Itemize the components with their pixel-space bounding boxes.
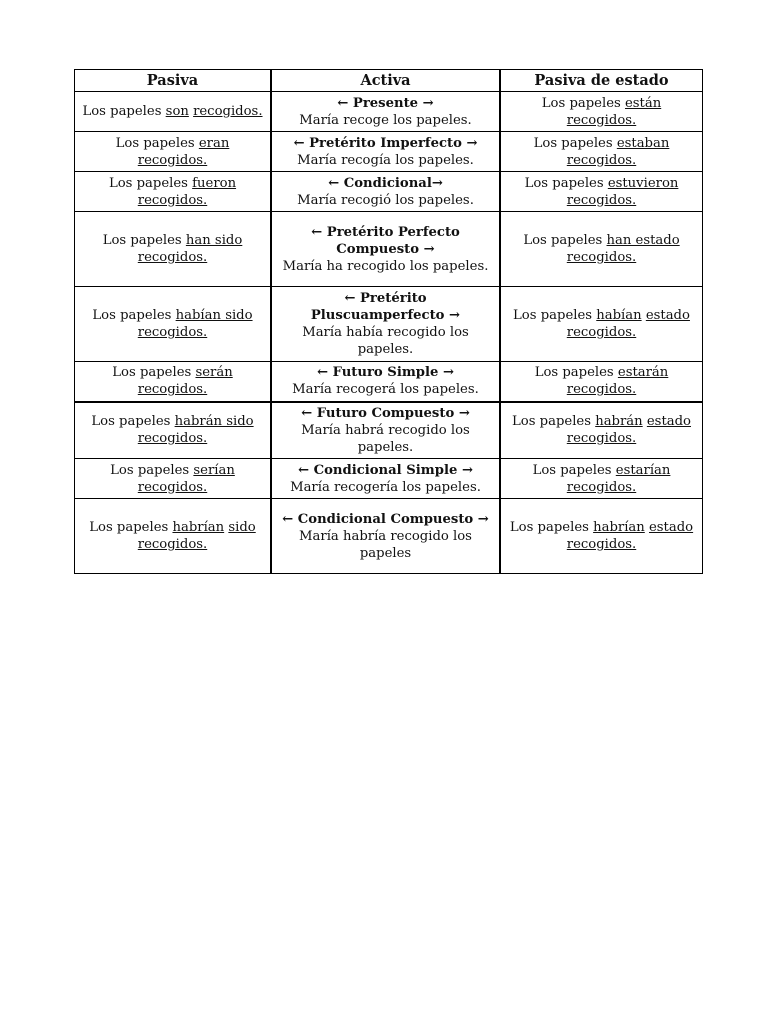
subject-text: Los papeles xyxy=(524,175,608,191)
active-sentence: María recogía los papeles. xyxy=(297,152,474,168)
cell-activa xyxy=(271,212,500,287)
verb-underlined: están xyxy=(624,95,662,111)
cell-pasiva xyxy=(75,402,272,459)
verb-underlined: estarían xyxy=(615,462,671,478)
table-row xyxy=(75,499,703,574)
tense-name: ← Condicional Simple → xyxy=(297,462,474,478)
subject-text: Los papeles xyxy=(509,520,594,535)
verb-underlined: serían xyxy=(193,462,235,478)
active-sentence: María habría recogido los papeles xyxy=(299,528,472,561)
verb-underlined: son xyxy=(165,104,189,119)
table-row xyxy=(75,402,703,459)
subject-text: Los papeles xyxy=(523,233,607,248)
header-activa: Activa xyxy=(271,70,500,92)
subject-text: Los papeles xyxy=(513,308,597,323)
cell-pasiva xyxy=(75,362,272,402)
cell-pasiva xyxy=(75,172,272,212)
active-sentence: María recoge los papeles. xyxy=(299,112,472,128)
tense-name: ← Pretérito Pluscuamperfecto → xyxy=(310,291,461,323)
participle-underlined: recogidos. xyxy=(566,152,637,168)
verb-underlined: han sido xyxy=(185,233,243,248)
subject-text: Los papeles xyxy=(112,365,196,381)
cell-activa xyxy=(271,499,500,574)
active-sentence: María había recogido los papeles. xyxy=(302,325,469,357)
tense-name: ← Futuro Compuesto → xyxy=(301,405,470,421)
participle-underlined: recogidos. xyxy=(137,479,208,495)
cell-pasiva-estado xyxy=(500,132,703,172)
verb-underlined: han estado xyxy=(606,233,680,248)
verb-underlined: serán xyxy=(195,365,233,381)
subject-text: Los papeles xyxy=(532,462,616,478)
participle-underlined: recogidos. xyxy=(566,112,637,128)
verb-underlined: estarán xyxy=(617,365,669,381)
table-row xyxy=(75,362,703,402)
header-pasiva-estado: Pasiva de estado xyxy=(500,70,703,92)
cell-pasiva-estado xyxy=(500,459,703,499)
subject-text: Los papeles xyxy=(82,104,166,119)
tense-name: ← Presente → xyxy=(337,95,434,111)
cell-pasiva-estado xyxy=(500,92,703,132)
participle-underlined: estado recogidos. xyxy=(566,414,691,447)
table-row xyxy=(75,212,703,287)
participle-underlined: recogidos. xyxy=(137,382,208,398)
verb-underlined: habían sido xyxy=(175,308,253,323)
participle-underlined: recogidos. xyxy=(566,479,637,495)
participle-underlined: estado recogidos. xyxy=(566,520,694,552)
cell-pasiva-estado xyxy=(500,172,703,212)
cell-activa xyxy=(271,402,500,459)
participle-underlined: recogidos. xyxy=(566,192,637,208)
tense-name: ← Futuro Simple → xyxy=(316,365,455,381)
cell-activa xyxy=(271,459,500,499)
table-row xyxy=(75,132,703,172)
cell-activa xyxy=(271,172,500,212)
cell-pasiva-estado xyxy=(500,212,703,287)
tense-name: ← Condicional Compuesto → xyxy=(282,511,489,527)
participle-underlined: recogidos. xyxy=(193,104,263,119)
verb-underlined: habían xyxy=(596,308,642,323)
tense-name: ← Condicional→ xyxy=(328,175,443,191)
subject-text: Los papeles xyxy=(534,365,618,381)
cell-pasiva xyxy=(75,132,272,172)
table-row xyxy=(75,92,703,132)
cell-pasiva xyxy=(75,459,272,499)
header-row xyxy=(75,70,703,92)
subject-text: Los papeles xyxy=(533,135,617,151)
subject-text: Los papeles xyxy=(110,462,194,478)
participle-underlined: recogidos. xyxy=(566,250,637,265)
table-row xyxy=(75,287,703,362)
cell-pasiva xyxy=(75,212,272,287)
verb-underlined: estuvieron xyxy=(607,175,679,191)
verb-underlined: habrán sido xyxy=(174,414,254,430)
participle-underlined: recogidos. xyxy=(137,152,208,168)
tense-table xyxy=(74,69,703,574)
tense-name: ← Pretérito Imperfecto → xyxy=(293,135,478,151)
verb-underlined: estaban xyxy=(616,135,670,151)
verb-underlined: habrían xyxy=(593,520,645,535)
header-pasiva: Pasiva xyxy=(75,70,272,92)
cell-activa xyxy=(271,132,500,172)
subject-text: Los papeles xyxy=(102,233,186,248)
participle-underlined: recogidos. xyxy=(137,192,208,208)
active-sentence: María ha recogido los papeles. xyxy=(282,258,489,274)
cell-pasiva xyxy=(75,287,272,362)
cell-activa xyxy=(271,92,500,132)
cell-pasiva-estado xyxy=(500,402,703,459)
cell-pasiva-estado xyxy=(500,362,703,402)
active-sentence: María recogerá los papeles. xyxy=(292,382,479,398)
verb-underlined: fueron xyxy=(192,175,237,191)
participle-underlined: recogidos. xyxy=(137,250,208,265)
subject-text: Los papeles xyxy=(108,175,193,191)
participle-underlined: recogidos. xyxy=(137,325,208,340)
cell-activa xyxy=(271,362,500,402)
active-sentence: María recogió los papeles. xyxy=(297,192,474,208)
verb-underlined: habrían xyxy=(172,520,225,535)
subject-text: Los papeles xyxy=(91,414,175,430)
subject-text: Los papeles xyxy=(512,414,596,430)
participle-underlined: recogidos. xyxy=(137,431,208,447)
subject-text: Los papeles xyxy=(89,520,173,535)
cell-activa xyxy=(271,287,500,362)
verb-underlined: eran xyxy=(198,135,230,151)
verb-underlined: habrán xyxy=(595,414,643,430)
subject-text: Los papeles xyxy=(541,95,625,111)
cell-pasiva xyxy=(75,499,272,574)
active-sentence: María habrá recogido los papeles. xyxy=(301,422,470,455)
cell-pasiva-estado xyxy=(500,499,703,574)
participle-underlined: sido recogidos. xyxy=(137,520,256,552)
cell-pasiva xyxy=(75,92,272,132)
tense-name: ← Pretérito Perfecto Compuesto → xyxy=(311,224,460,257)
table-row xyxy=(75,459,703,499)
participle-underlined: recogidos. xyxy=(566,382,637,398)
subject-text: Los papeles xyxy=(92,308,176,323)
active-sentence: María recogería los papeles. xyxy=(290,479,481,495)
table-row xyxy=(75,172,703,212)
cell-pasiva-estado xyxy=(500,287,703,362)
participle-underlined: estado recogidos. xyxy=(566,308,690,340)
subject-text: Los papeles xyxy=(115,135,199,151)
